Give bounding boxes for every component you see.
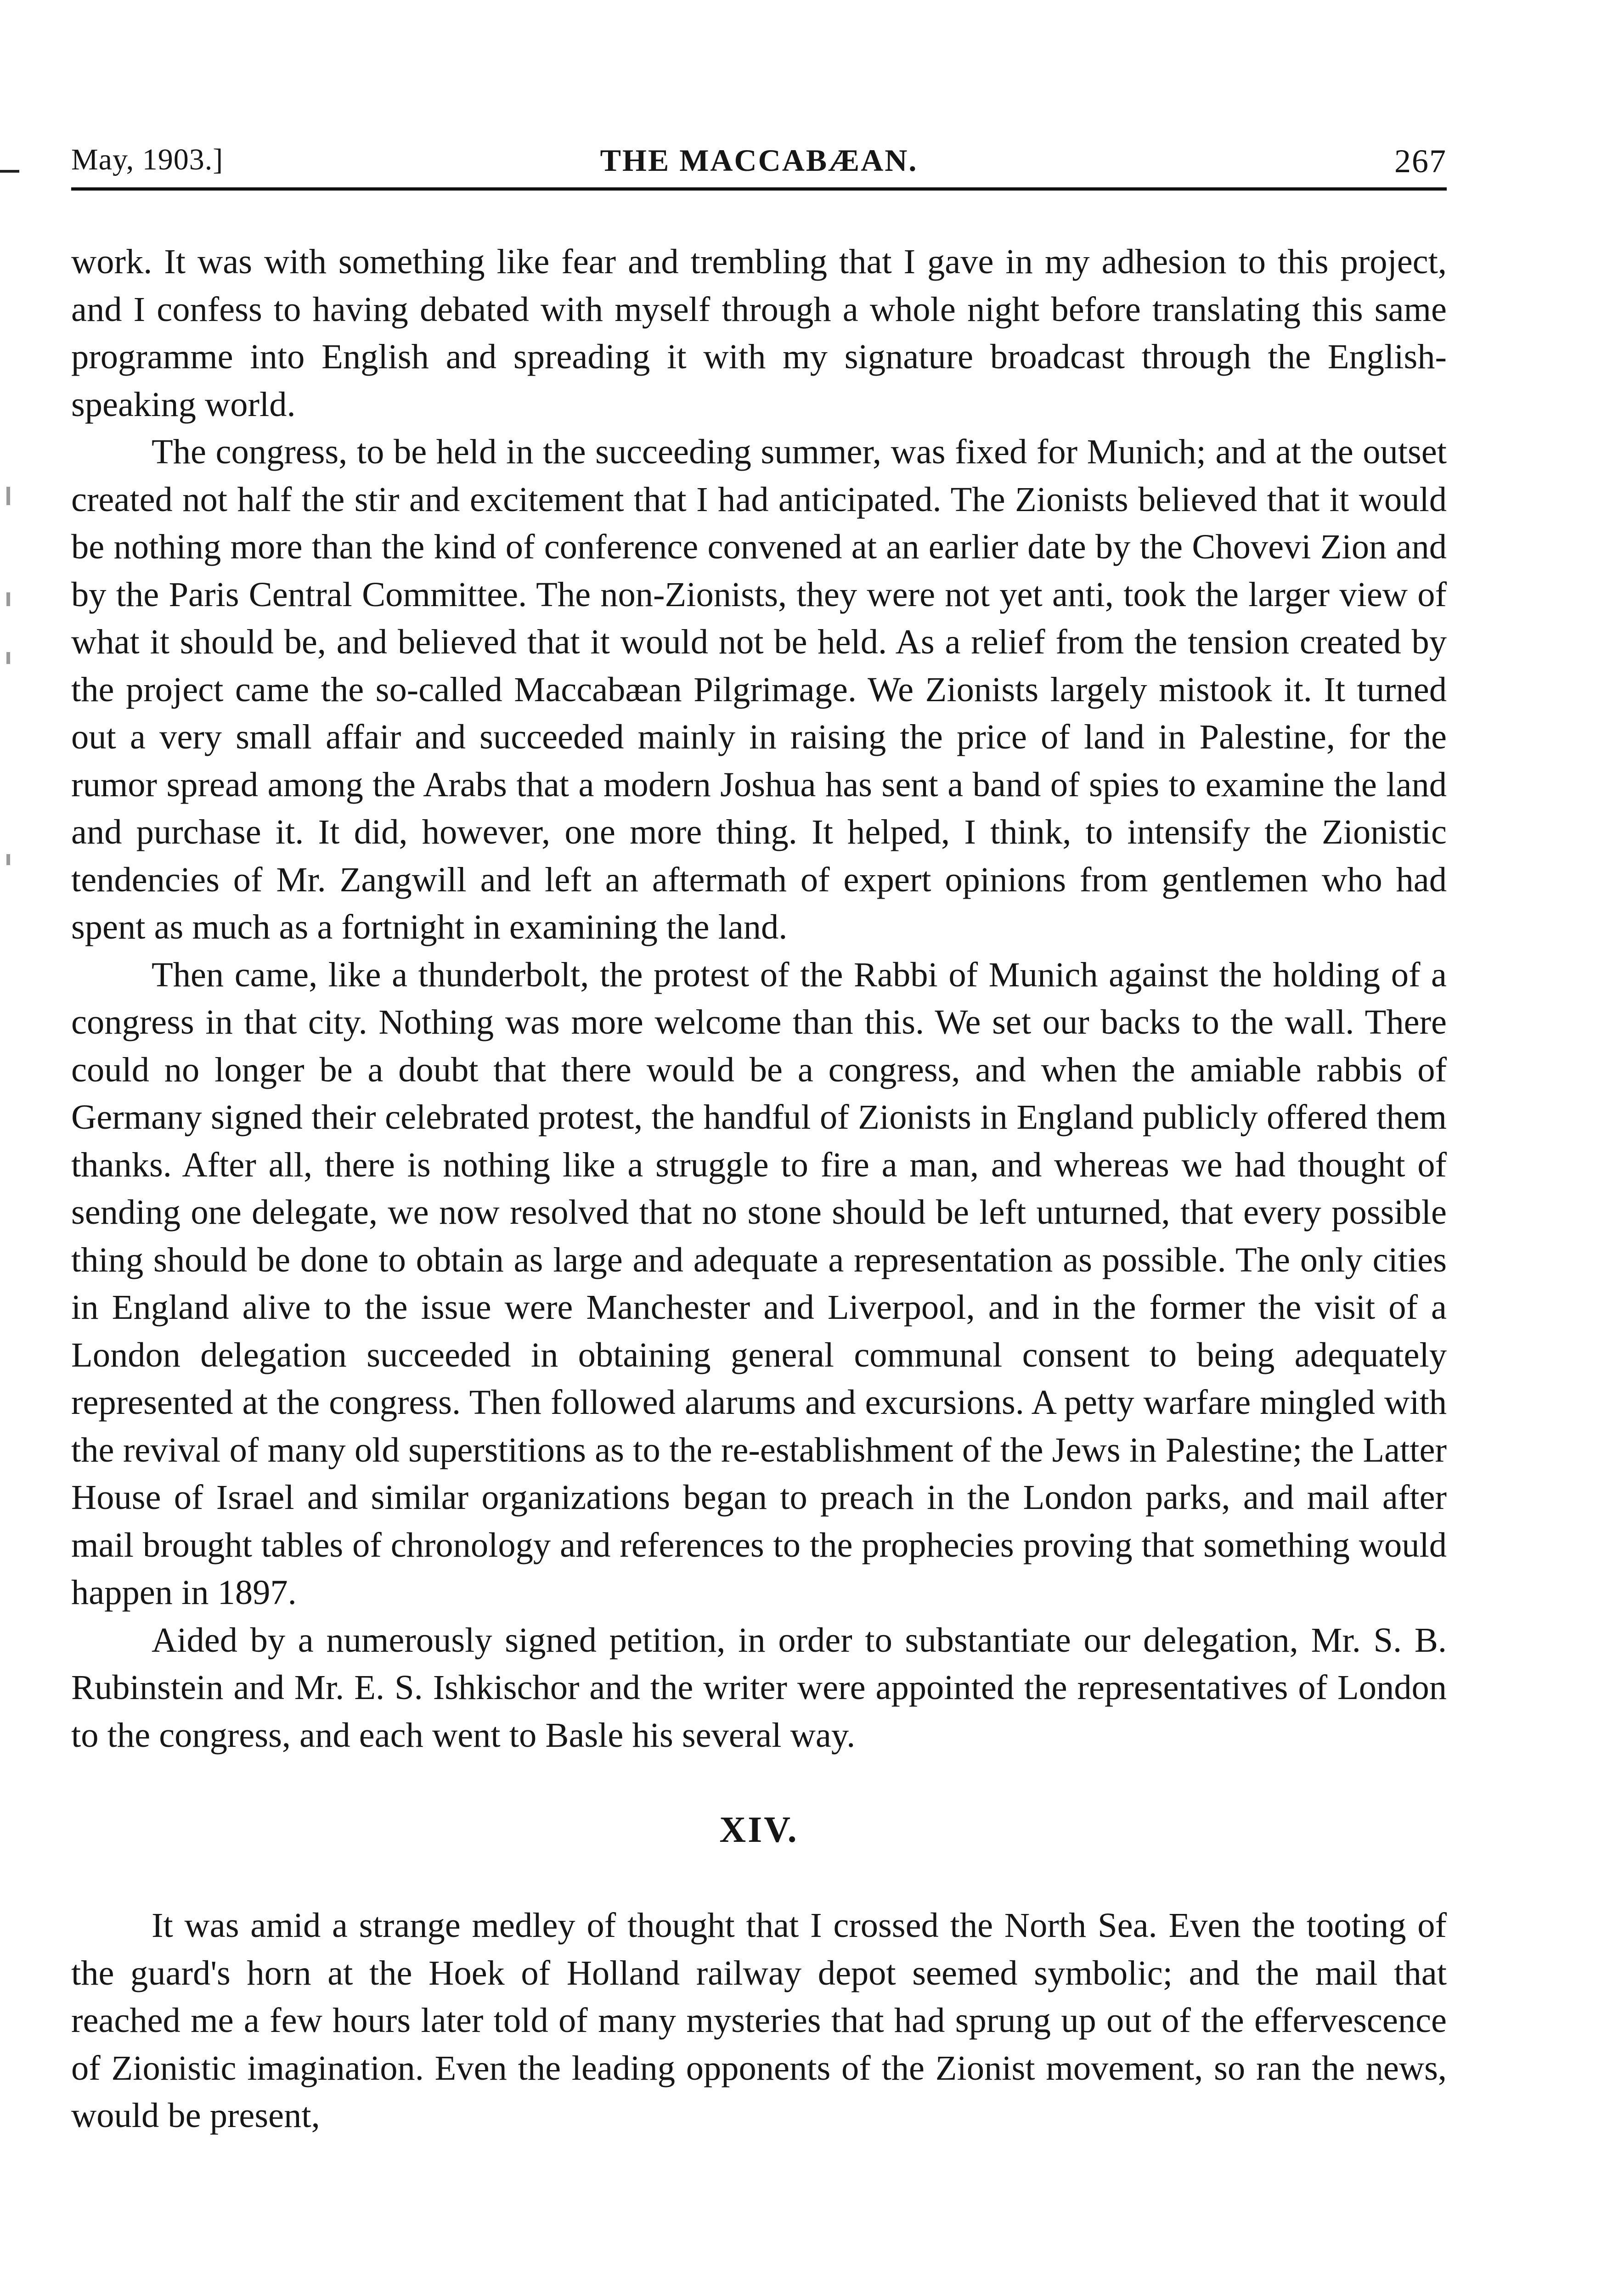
scan-edge-mark	[6, 592, 10, 606]
paragraph: Then came, like a thunderbolt, the protest of the Rabbi of Munich against the holding of a congress in that city. Nothing was more welcome than this. We set our backs to the wall. There could no longer be a doubt that there would be a congress, and when the amiable rabbis of Germany signed their celebrated protest, the handful of Zionists in England publicly offered them thanks. After all, there is nothing like a struggle to fire a man, and whereas we had thought of sending one delegate, we now resolved that no stone should be left unturned, that every possible thing should be done to obtain as large and adequate a representation as possible. The only cities in England alive to the issue were Manchester and Liverpool, and in the former the visit of a London delegation succeeded in obtaining general communal consent to being adequately represented at the congress. Then followed alarums and excursions. A petty warfare mingled with the revival of many old superstitions as to the re-establishment of the Jews in Palestine; the Latter House of Israel and similar organizations began to preach in the London parks, and mail after mail brought tables of chronology and references to the prophecies proving that something would happen in 1897.	[71, 955, 1447, 1612]
paragraph: Aided by a numerously signed petition, in order to substantiate our delegation, Mr. S. B. Rubinstein and Mr. E. S. Ishkischor and the writer were appointed the representatives of London to the congress, and each went to Basle his several way.	[71, 1620, 1447, 1755]
issue-date: May, 1903.]	[71, 143, 224, 176]
paragraph: work. It was with something like fear and trembling that I gave in my adhesion to this project, and I confess to having debated with myself through a whole night before translating this same programme into English and spreading it with my signature broadcast through the English-speaking world.	[71, 242, 1447, 424]
section-heading: XIV.	[719, 1810, 799, 1850]
journal-title: THE MACCABÆAN.	[600, 143, 918, 178]
page-number: 267	[1394, 143, 1447, 180]
running-header	[71, 133, 1447, 193]
scan-edge-mark	[6, 652, 10, 664]
scan-edge-mark	[6, 854, 10, 865]
scan-edge-mark	[6, 487, 10, 505]
paragraph: It was amid a strange medley of thought that I crossed the North Sea. Even the tooting of the guard's horn at the Hoek of Holland railway depot seemed symbolic; and the mail that reached me a few hours later told of many mysteries that had sprung up out of the effervescence of Zionistic imagination. Even the leading opponents of the Zionist movement, so ran the news, would be present,	[71, 1906, 1447, 2135]
header-rule	[71, 187, 1447, 191]
scan-edge-mark	[0, 170, 19, 173]
paragraph: The congress, to be held in the succeeding summer, was fixed for Munich; and at the outset created not half the stir and excitement that I had anticipated. The Zionists believed that it would be nothing more than the kind of conference convened at an earlier date by the Chovevi Zion and by the Paris Central Committee. The non-Zionists, they were not yet anti, took the larger view of what it should be, and believed that it would not be held. As a relief from the tension created by the project came the so-called Maccabæan Pilgrimage. We Zionists largely mistook it. It turned out a very small affair and succeeded mainly in raising the price of land in Palestine, for the rumor spread among the Arabs that a modern Joshua has sent a band of spies to examine the land and purchase it. It did, however, one more thing. It helped, I think, to intensify the Zionistic tendencies of Mr. Zangwill and left an aftermath of expert opinions from gentlemen who had spent as much as a fortnight in examining the land.	[71, 432, 1447, 946]
article-body	[71, 238, 1447, 2139]
